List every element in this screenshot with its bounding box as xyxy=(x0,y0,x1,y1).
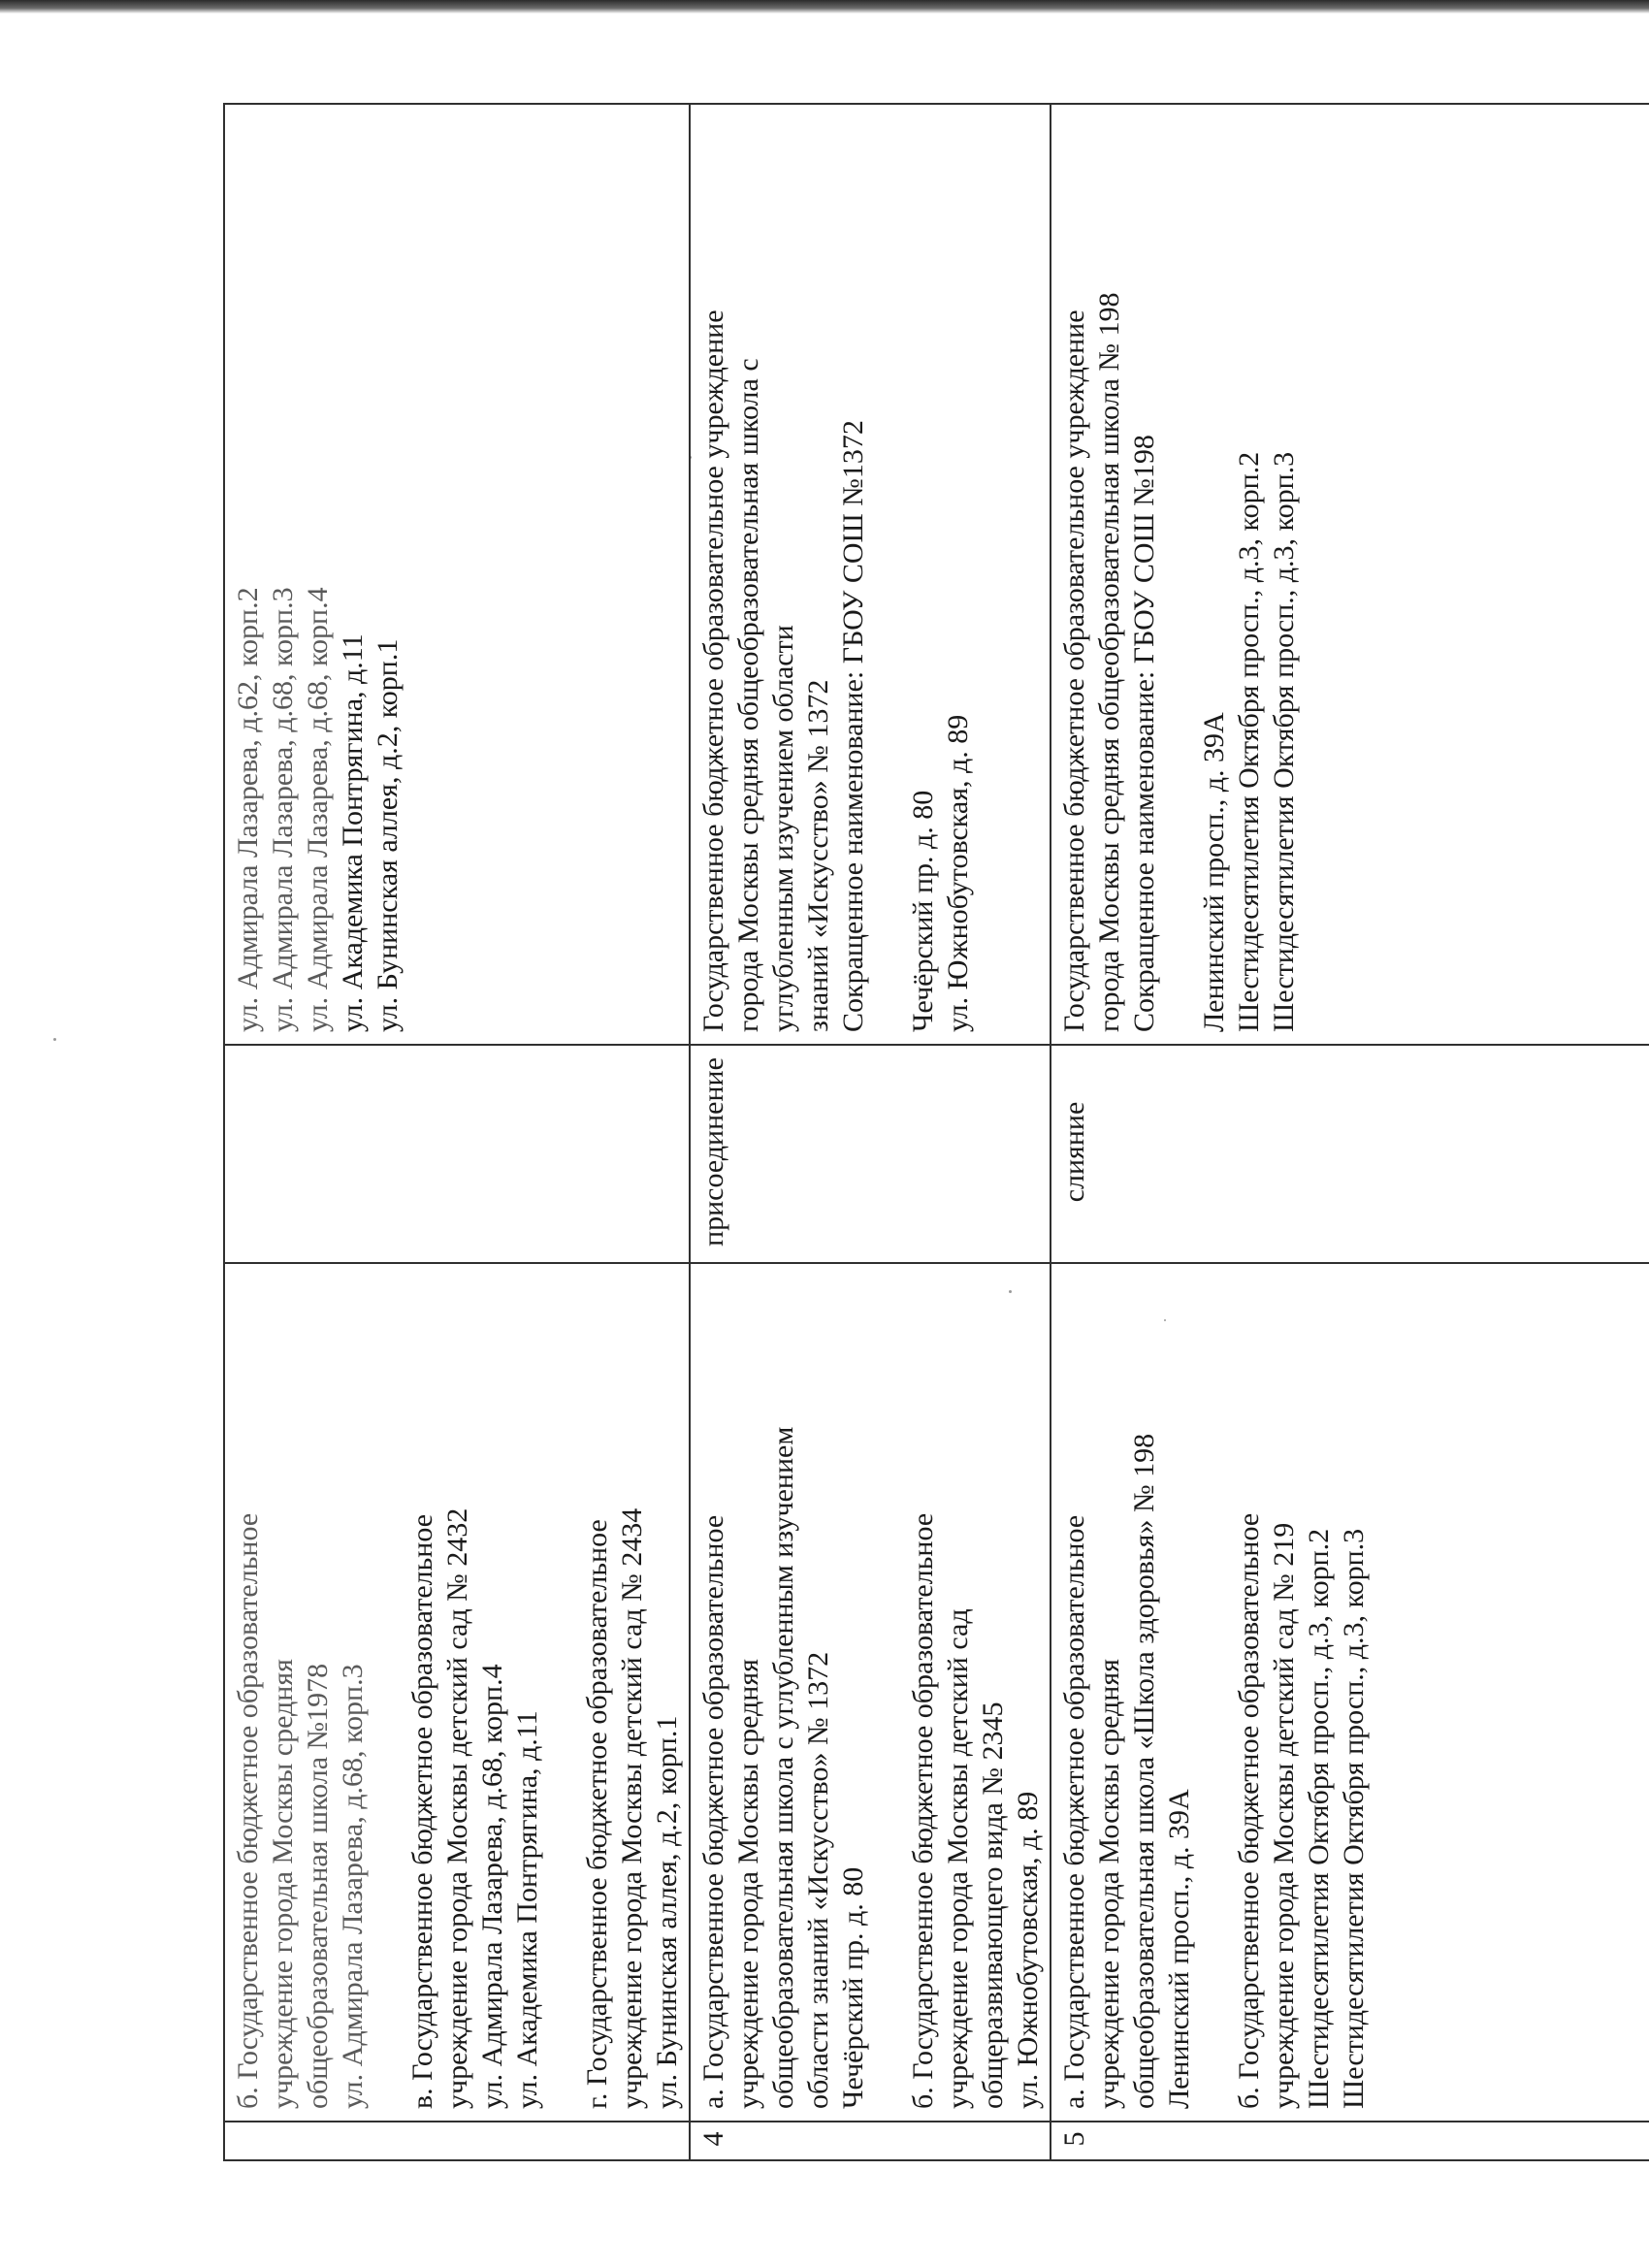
text-line: ул. Академика Понтрягина, д.11 xyxy=(511,1710,543,2109)
text-line: учреждение города Москвы детский сад № 2434 xyxy=(616,1507,648,2109)
text-line: Ленинский просп., д. 39А xyxy=(1163,1789,1195,2109)
row-number-cell xyxy=(224,2122,690,2160)
institution-block xyxy=(1057,1272,1197,2109)
text-line: знаний «Искусство» № 1372 xyxy=(802,679,834,1032)
table-row xyxy=(690,104,1051,2160)
text-line: Шестидесятилетия Октября просп., д.3, корп.3 xyxy=(1268,451,1300,1032)
text-line: б. Государственное бюджетное образовательное xyxy=(232,1512,264,2109)
institution-block xyxy=(906,1272,1046,2109)
text-line: общеобразовательная школа «Школа здоровья» № 198 xyxy=(1128,1433,1160,2109)
text-line: учреждение города Москвы средняя xyxy=(1093,1659,1125,2109)
text-line: области знаний «Искусство» № 1372 xyxy=(802,1651,834,2109)
text-line: общеобразовательная школа с углубленным изучением xyxy=(767,1426,799,2109)
text-line: города Москвы средняя общеобразовательная школа с xyxy=(732,358,764,1032)
text-line: Шестидесятилетия Октября просп., д.3, корп.2 xyxy=(1233,451,1265,1032)
text-line: Шестидесятилетия Октября просп., д.3, корп.3 xyxy=(1338,1528,1370,2109)
text-line: Сокращенное наименование: ГБОУ СОШ №1372 xyxy=(837,420,869,1032)
text-line: а. Государственное бюджетное образовательное xyxy=(697,1514,729,2109)
text-line: б. Государственное бюджетное образовательное xyxy=(907,1512,939,2109)
table-body xyxy=(224,104,1649,2160)
text-line: Чечёрский пр. д. 80 xyxy=(907,790,939,1032)
text-line: ул. Адмирала Лазарева, д.68, корп.3 xyxy=(337,1664,369,2109)
institution-block xyxy=(231,1272,371,2109)
institution-block xyxy=(696,1272,871,2109)
text-line: Чечёрский пр. д. 80 xyxy=(837,1866,869,2109)
text-line: ул. Адмирала Лазарева, д.68, корп.4 xyxy=(302,587,334,1032)
text-line: общеобразовательная школа №1978 xyxy=(302,1663,334,2109)
reorganization-type-cell: слияние xyxy=(1051,1045,1649,1263)
scan-edge xyxy=(0,0,1649,14)
reorganization-table xyxy=(223,103,1649,2161)
text-line: ул. Адмирала Лазарева, д.62, корп.2 xyxy=(232,587,264,1032)
institution-block xyxy=(580,1272,685,2109)
text-line: Государственное бюджетное образовательное учреждение xyxy=(697,309,729,1032)
text-line: учреждение города Москвы детский сад № 219 xyxy=(1268,1522,1300,2109)
result-block xyxy=(1057,113,1162,1032)
resulting-institution-cell xyxy=(224,104,690,1045)
source-institutions-cell xyxy=(224,1263,690,2122)
reorganization-type-cell xyxy=(224,1045,690,1263)
text-line: ул. Бунинская аллея, д.2, корп.1 xyxy=(372,638,404,1032)
result-block xyxy=(906,113,976,1032)
text-line: учреждение города Москвы детский сад xyxy=(942,1608,974,2109)
text-line: ул. Академика Понтрягина, д.11 xyxy=(337,633,369,1032)
scan-speck xyxy=(53,1038,56,1041)
text-line: Шестидесятилетия Октября просп., д.3, корп.2 xyxy=(1303,1528,1335,2109)
text-line: ул. Бунинская аллея, д.2, корп.1 xyxy=(651,1715,683,2109)
resulting-institution-cell xyxy=(1051,104,1649,1045)
resulting-institution-cell xyxy=(690,104,1051,1045)
result-block xyxy=(696,113,871,1032)
institution-block xyxy=(1232,1272,1372,2109)
text-line: учреждение города Москвы средняя xyxy=(267,1659,299,2109)
row-number-cell: 4 xyxy=(690,2122,1051,2160)
text-line: г. Государственное бюджетное образовательное xyxy=(581,1519,613,2109)
rotated-table-page xyxy=(223,105,1406,2161)
source-institutions-cell xyxy=(690,1263,1051,2122)
text-line: в. Государственное бюджетное образовательное xyxy=(406,1513,438,2109)
text-line: Ленинский просп., д. 39А xyxy=(1198,712,1230,1032)
result-block xyxy=(1197,113,1302,1032)
text-line: ул. Адмирала Лазарева, д.68, корп.4 xyxy=(476,1664,508,2109)
text-line: а. Государственное бюджетное образовательное xyxy=(1058,1514,1090,2109)
text-line: ул. Южнобутовская, д. 89 xyxy=(942,714,974,1032)
result-block xyxy=(231,113,405,1032)
reorganization-type-cell: присоединение xyxy=(690,1045,1051,1263)
text-line: ул. Адмирала Лазарева, д.68, корп.3 xyxy=(267,587,299,1032)
row-number-cell: 5 xyxy=(1051,2122,1649,2160)
text-line: Государственное бюджетное образовательное учреждение xyxy=(1058,309,1090,1032)
table-row xyxy=(1051,104,1649,2160)
text-line: города Москвы средняя общеобразовательная школа № 198 xyxy=(1093,292,1125,1032)
text-line: учреждение города Москвы средняя xyxy=(732,1659,764,2109)
text-line: учреждение города Москвы детский сад № 2432 xyxy=(441,1507,473,2109)
text-line: общеразвивающего вида № 2345 xyxy=(977,1701,1009,2109)
text-line: Сокращенное наименование: ГБОУ СОШ №198 xyxy=(1128,435,1160,1032)
table-row xyxy=(224,104,690,2160)
source-institutions-cell xyxy=(1051,1263,1649,2122)
text-line: углубленным изучением области xyxy=(767,625,799,1032)
text-line: ул. Южнобутовская, д. 89 xyxy=(1012,1791,1044,2109)
institution-block xyxy=(405,1272,545,2109)
text-line: б. Государственное бюджетное образовательное xyxy=(1233,1512,1265,2109)
